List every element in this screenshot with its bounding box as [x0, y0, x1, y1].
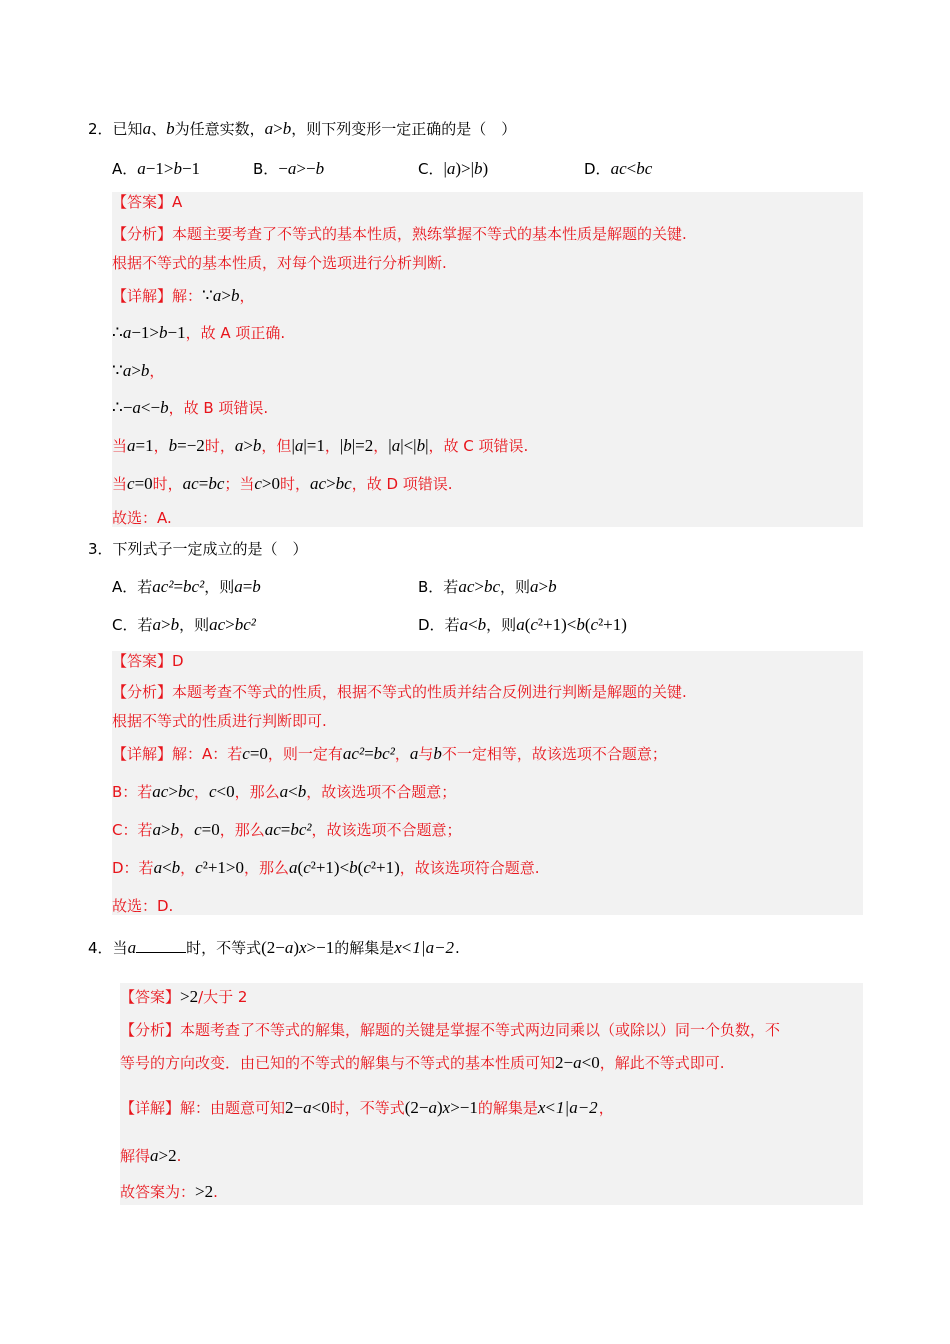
math-text: x [299, 938, 307, 957]
text: ，则一定有 [267, 745, 343, 763]
text: 根据不等式的基本性质，对每个选项进行分析判断. [112, 254, 447, 272]
q2-options-d [584, 159, 652, 179]
text: 故选：D. [112, 897, 174, 915]
text: ，则下列变形一定正确的是（ ） [291, 120, 517, 138]
math-text: b [315, 159, 325, 178]
text: ，那么 [219, 821, 265, 839]
q2-options-a [112, 159, 200, 179]
math-text: ac² [342, 744, 365, 763]
math-text: a [153, 858, 163, 877]
math-text: c [209, 782, 217, 801]
q2-detail-3 [112, 361, 164, 381]
math-text: a [446, 159, 456, 178]
text: 【分析】本题考查了不等式的解集，解题的关键是掌握不等式两边同乘以（或除以）同一个负数，不 [120, 1021, 781, 1039]
math-text: ²+1)< [310, 858, 350, 877]
q3-analysis-2 [112, 711, 327, 731]
math-text: a [142, 119, 152, 138]
q2-options-c [418, 159, 488, 179]
math-text: ac [152, 782, 169, 801]
math-text: c [363, 858, 371, 877]
math-text: a [279, 782, 289, 801]
math-text: (2− [404, 1098, 429, 1117]
text: ， [179, 821, 195, 839]
math-text: >0 [261, 474, 281, 493]
math-text: > [474, 577, 484, 596]
q2-analysis [112, 224, 687, 244]
math-text: |=2 [351, 436, 374, 455]
math-text: ac² [152, 577, 174, 596]
math-text: > [131, 361, 141, 380]
q3-answer [112, 651, 184, 671]
math-text: a [122, 361, 132, 380]
math-text: ∴− [112, 398, 133, 417]
math-text: b [548, 577, 557, 596]
math-text: b [343, 436, 352, 455]
math-text: a [234, 436, 244, 455]
text: 【详解】解：由题意可知 [120, 1099, 286, 1117]
text: 3． [88, 540, 113, 558]
text: ，故 B 项错误. [168, 399, 269, 417]
math-text: b [576, 615, 585, 634]
text: 时， [204, 437, 235, 455]
math-text: = [364, 744, 374, 763]
math-text: ²+1) [598, 615, 627, 634]
math-text: c [254, 474, 262, 493]
text: 时，不等式 [186, 939, 262, 957]
text: ，则 [500, 578, 531, 596]
math-text: =0 [201, 820, 220, 839]
math-text: b [433, 744, 442, 763]
q3-options-ab-b [418, 577, 557, 597]
math-text: c [194, 820, 202, 839]
math-text: c [530, 615, 538, 634]
q2-answer [112, 192, 182, 212]
q2-conclusion [112, 508, 172, 528]
q2-options-b [253, 159, 324, 179]
fraction: 1|a−2 [412, 938, 455, 957]
math-text: b [416, 436, 426, 455]
math-text: = [242, 577, 253, 596]
q3-detail-b [112, 782, 456, 802]
answer-blank [136, 938, 186, 953]
math-text: a [428, 1098, 437, 1117]
text: 的解集是 [477, 1099, 538, 1117]
math-text: c [242, 744, 250, 763]
math-text: a [264, 119, 274, 138]
text: 若 [443, 578, 459, 596]
text: 若 [444, 616, 460, 634]
math-text: >2 [180, 987, 199, 1006]
text: ， [180, 859, 196, 877]
text: ， [394, 745, 410, 763]
math-text: > [168, 782, 178, 801]
math-text: =0 [249, 744, 268, 763]
text: ，故该选项不合题意； [311, 821, 462, 839]
text: ，故该选项符合题意. [399, 859, 540, 877]
text: B． [253, 160, 279, 178]
math-text: > [221, 286, 231, 305]
q4-solution-box [120, 983, 863, 1205]
text: /大于 2 [198, 988, 248, 1006]
math-text: −1> [145, 159, 174, 178]
text: 解得 [120, 1147, 151, 1165]
math-text: )>| [455, 159, 475, 178]
math-text: b [252, 436, 262, 455]
math-text: ∴ [112, 323, 123, 342]
math-text: > [273, 119, 283, 138]
math-text: > [243, 436, 253, 455]
math-text: − [278, 159, 288, 178]
math-text: = [198, 474, 209, 493]
math-text: > [161, 615, 171, 634]
math-text: ²+1>0 [202, 858, 244, 877]
math-text: ²+1)< [537, 615, 577, 634]
text: A． [112, 160, 138, 178]
q2-detail-5 [112, 436, 528, 456]
math-text: a [152, 820, 161, 839]
text: 当 [112, 939, 128, 957]
text: ， [149, 362, 165, 380]
text: 的解集是 [334, 939, 395, 957]
math-text: ac [209, 615, 226, 634]
math-text: >− [296, 159, 316, 178]
math-text: b [173, 159, 182, 178]
math-text: a [284, 938, 294, 957]
text: . [176, 1147, 182, 1165]
math-text: |=1 [303, 436, 325, 455]
text: ，则 [179, 616, 210, 634]
text: 当 [112, 475, 128, 493]
q2-detail-2 [112, 323, 285, 343]
math-text: | [339, 436, 344, 455]
math-text: b [159, 323, 168, 342]
math-text: ( [297, 858, 304, 877]
text: 【答案】D [112, 652, 184, 670]
math-text: >2 [158, 1146, 177, 1165]
math-text: a [127, 436, 136, 455]
math-text: b [171, 858, 181, 877]
math-text: b [230, 286, 240, 305]
q2-detail [112, 286, 254, 306]
text: D． [418, 616, 445, 634]
q2-detail-4 [112, 398, 268, 418]
q4-detail [120, 1098, 614, 1118]
text: 为任意实数， [174, 120, 265, 138]
text: 【答案】A [112, 193, 183, 211]
text: C． [112, 616, 138, 634]
math-text: <0 [311, 1098, 330, 1117]
math-text: a [122, 323, 132, 342]
math-text: bc [335, 474, 352, 493]
math-text: c [590, 615, 599, 634]
text: C． [418, 160, 444, 178]
text: 下列式子一定成立的是（ ） [112, 540, 308, 558]
math-text: =−2 [177, 436, 205, 455]
text: 时，不等式 [329, 1099, 405, 1117]
text: 【答案】 [120, 988, 181, 1006]
text: 故选：A. [112, 509, 172, 527]
math-text: ) [482, 159, 489, 178]
math-text: | [443, 159, 447, 178]
math-text: b [166, 119, 175, 138]
math-text: ²+1) [370, 858, 400, 877]
text: ；当 [224, 475, 255, 493]
math-text: x [537, 1098, 546, 1117]
math-text: | [291, 436, 295, 455]
text: 根据不等式的性质进行判断即可. [112, 712, 327, 730]
math-text: > [326, 474, 336, 493]
math-text: b [474, 159, 483, 178]
math-text: < [401, 938, 412, 957]
text: 【分析】本题主要考查了不等式的基本性质，熟练掌握不等式的基本性质是解题的关键. [112, 225, 687, 243]
math-text: (2− [261, 938, 285, 957]
math-text: 2− [555, 1053, 574, 1072]
math-text: ( [524, 615, 531, 634]
math-text: ) [436, 1098, 443, 1117]
q3-conclusion [112, 896, 173, 916]
text: 与 [418, 745, 434, 763]
text: D：若 [112, 859, 154, 877]
math-text: >2 [195, 1182, 214, 1201]
math-text: ( [584, 615, 591, 634]
text: ， [373, 437, 389, 455]
text: ，故 D 项错误. [351, 475, 453, 493]
text: 【详解】解： [112, 287, 203, 305]
text: 、 [151, 120, 167, 138]
math-text: | [425, 436, 429, 455]
math-text: a [459, 615, 469, 634]
text: ，解此不等式即可. [599, 1054, 725, 1072]
text: D． [584, 160, 611, 178]
math-text: =1 [135, 436, 154, 455]
text: ， [153, 437, 169, 455]
math-text: b [170, 820, 180, 839]
math-text: < [468, 615, 478, 634]
q3-options-ab-a [112, 577, 261, 597]
math-text: b [349, 858, 358, 877]
q4-question [88, 938, 460, 958]
math-text: a [152, 615, 161, 634]
math-text: = [280, 820, 291, 839]
text: 当 [112, 437, 128, 455]
math-text: < [288, 782, 298, 801]
math-text: bc² [290, 820, 312, 839]
q3-detail-d [112, 858, 540, 878]
text: B． [418, 578, 444, 596]
math-text: b [252, 577, 261, 596]
math-text: −1> [131, 323, 160, 342]
text: 已知 [112, 120, 143, 138]
q2-analysis-2 [112, 253, 447, 273]
math-text: < [162, 858, 172, 877]
math-text: x [442, 1098, 451, 1117]
text: ，那么 [244, 859, 290, 877]
text: ， [598, 1099, 614, 1117]
text: 等号的方向改变．由已知的不等式的解集与不等式的基本性质可知 [120, 1054, 556, 1072]
text: ，则 [486, 616, 517, 634]
math-text: a [289, 858, 298, 877]
math-text: = [173, 577, 184, 596]
math-text: a [530, 577, 539, 596]
math-text: >−1 [306, 938, 335, 957]
text: A． [112, 578, 138, 596]
text: ，故 C 项错误. [428, 437, 529, 455]
math-text: | [388, 436, 392, 455]
math-text: −1 [167, 323, 186, 342]
text: 【详解】解：A：若 [112, 745, 243, 763]
text: B：若 [112, 783, 153, 801]
math-text: ac [182, 474, 199, 493]
text: 时， [152, 475, 183, 493]
math-text: < [626, 159, 637, 178]
math-text: < [545, 1098, 556, 1117]
math-text: a [127, 938, 137, 957]
math-text: b [282, 119, 292, 138]
q3-options-cd-a [112, 615, 256, 635]
text: ，但 [261, 437, 292, 455]
math-text: bc² [234, 615, 256, 634]
math-text: ac [310, 474, 327, 493]
math-text: > [160, 820, 171, 839]
q3-options-cd-b [418, 615, 627, 635]
math-text: bc² [373, 744, 395, 763]
math-text: bc² [183, 577, 205, 596]
math-text: a [137, 159, 146, 178]
math-text: c [303, 858, 311, 877]
math-text: a [409, 744, 419, 763]
text: 若 [137, 578, 153, 596]
math-text: a [150, 1146, 159, 1165]
math-text: a [294, 436, 304, 455]
math-text: >−1 [450, 1098, 478, 1117]
math-text: bc [177, 782, 194, 801]
math-text: |<| [400, 436, 417, 455]
math-text: a [132, 398, 141, 417]
text: . [455, 939, 460, 957]
q3-detail-a [112, 744, 667, 764]
text: ，故该选项不合题意； [306, 783, 457, 801]
text: ，那么 [234, 783, 280, 801]
math-text: x [394, 938, 402, 957]
fraction: 1|a−2 [556, 1098, 598, 1117]
text: ，故 A 项正确. [185, 324, 286, 342]
q3-analysis [112, 682, 687, 702]
text: C：若 [112, 821, 153, 839]
math-text: a [516, 615, 525, 634]
math-text: =0 [134, 474, 153, 493]
q4-conclusion [120, 1182, 218, 1202]
text: 时， [280, 475, 311, 493]
math-text: a [391, 436, 401, 455]
math-text: a [212, 286, 222, 305]
math-text: a [234, 577, 243, 596]
text: ， [239, 287, 255, 305]
math-text: b [170, 615, 180, 634]
math-text: a [573, 1053, 582, 1072]
text: ， [193, 783, 209, 801]
math-text: −1 [181, 159, 201, 178]
text: 若 [137, 616, 153, 634]
q3-detail-c [112, 820, 462, 840]
math-text: > [538, 577, 549, 596]
math-text: > [225, 615, 235, 634]
math-text: ∵ [112, 361, 123, 380]
math-text: b [160, 398, 169, 417]
math-text: a [303, 1098, 312, 1117]
math-text: bc [208, 474, 225, 493]
q3-question [88, 539, 308, 559]
math-text: ac [458, 577, 475, 596]
q2-question [88, 119, 516, 139]
math-text: c [195, 858, 203, 877]
math-text: ( [357, 858, 364, 877]
q4-answer [120, 987, 247, 1007]
text: 不一定相等，故该选项不合题意； [441, 745, 667, 763]
math-text: bc [483, 577, 500, 596]
math-text: a [287, 159, 297, 178]
q4-analysis [120, 1020, 780, 1040]
math-text: c [127, 474, 135, 493]
math-text: <0 [216, 782, 235, 801]
q2-detail-6 [112, 474, 453, 494]
text: 【分析】本题考查不等式的性质，根据不等式的性质并结合反例进行判断是解题的关键. [112, 683, 687, 701]
q4-analysis-2 [120, 1053, 724, 1073]
math-text: b [477, 615, 487, 634]
text: ，则 [204, 578, 235, 596]
math-text: ∵ [202, 286, 213, 305]
text: ， [324, 437, 340, 455]
q4-detail-2 [120, 1146, 181, 1166]
math-text: b [168, 436, 178, 455]
math-text: b [297, 782, 307, 801]
math-text: 2− [285, 1098, 304, 1117]
text: 4． [88, 939, 113, 957]
math-text: bc [636, 159, 653, 178]
math-text: ac [264, 820, 281, 839]
text: 故答案为： [120, 1183, 196, 1201]
math-text: ) [293, 938, 299, 957]
math-text: ac [610, 159, 627, 178]
math-text: <− [140, 398, 161, 417]
math-text: b [140, 361, 150, 380]
text: . [213, 1183, 218, 1201]
text: 2． [88, 120, 113, 138]
math-text: <0 [581, 1053, 600, 1072]
